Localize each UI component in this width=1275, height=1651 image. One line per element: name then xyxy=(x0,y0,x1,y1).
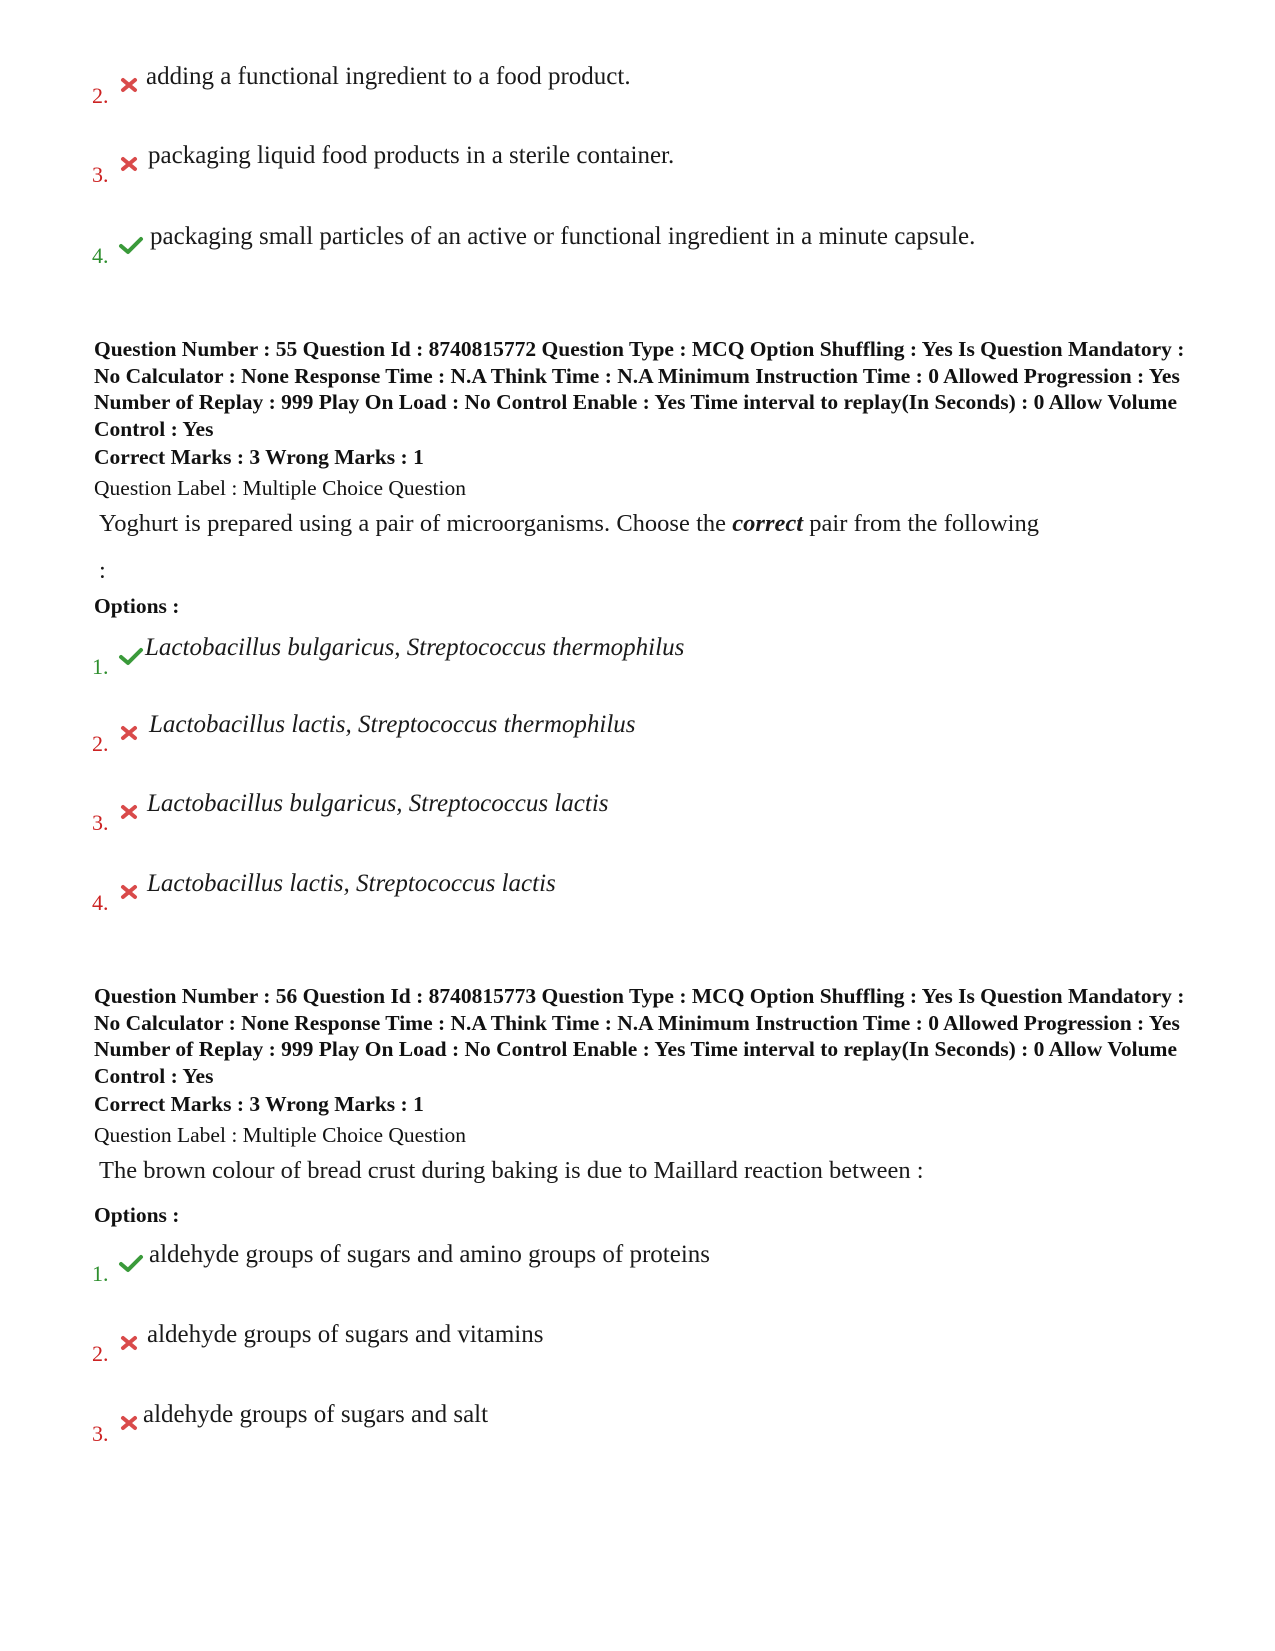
options-label: Options : xyxy=(94,1203,180,1227)
question-meta: Question Number : 56 Question Id : 8740815773 Question Type : MCQ Option Shuffling : Yes Is Question Mandatory : No Calculator : None Response Time : N.A Think Time : N.A Minimum Instruction Time : 0 Allowed Progression : Yes Number of Replay : 999 Play On Load : No Control Enable : Yes Time interval to replay(In Seconds) : 0 Allow Volume Control : Yes xyxy=(94,984,1185,1088)
option-number: 3. xyxy=(92,810,109,835)
question-label: Question Label : Multiple Choice Question xyxy=(94,1123,467,1147)
option-text: aldehyde groups of sugars and amino groups of proteins xyxy=(149,1241,710,1268)
option-number: 1. xyxy=(92,1261,109,1286)
option-row xyxy=(0,62,1275,122)
option-row xyxy=(0,869,1275,929)
wrong-cross-icon xyxy=(118,801,140,823)
option-row xyxy=(0,141,1275,201)
correct-check-icon xyxy=(118,234,144,256)
option-row xyxy=(0,789,1275,849)
option-text: Lactobacillus lactis, Streptococcus lactis xyxy=(147,870,556,897)
option-number: 3. xyxy=(92,1421,109,1446)
question-text-start: Yoghurt is prepared using a pair of microorganisms. Choose the xyxy=(99,510,733,537)
question-text-end: pair from the following : xyxy=(99,510,1039,584)
wrong-cross-icon xyxy=(118,153,140,175)
option-text: packaging liquid food products in a sterile container. xyxy=(148,142,675,169)
option-text: aldehyde groups of sugars and vitamins xyxy=(147,1321,544,1348)
option-text: Lactobacillus bulgaricus, Streptococcus thermophilus xyxy=(145,634,685,661)
option-number: 1. xyxy=(92,654,109,679)
correct-check-icon xyxy=(118,645,144,667)
option-text: Lactobacillus bulgaricus, Streptococcus lactis xyxy=(147,790,609,817)
option-row xyxy=(0,1400,1275,1460)
wrong-cross-icon xyxy=(118,1332,140,1354)
options-label: Options : xyxy=(94,594,180,618)
option-text: adding a functional ingredient to a food product. xyxy=(146,63,631,90)
wrong-cross-icon xyxy=(118,74,140,96)
option-row xyxy=(0,710,1275,770)
option-row xyxy=(0,1240,1275,1300)
option-text: packaging small particles of an active or functional ingredient in a minute capsule. xyxy=(150,223,976,250)
option-text: Lactobacillus lactis, Streptococcus thermophilus xyxy=(149,711,636,738)
option-number: 2. xyxy=(92,83,109,108)
question-text-emphasis: correct xyxy=(732,510,804,537)
option-number: 4. xyxy=(92,890,109,915)
question-marks: Correct Marks : 3 Wrong Marks : 1 xyxy=(94,445,424,469)
option-number: 2. xyxy=(92,731,109,756)
wrong-cross-icon xyxy=(118,881,140,903)
option-number: 2. xyxy=(92,1341,109,1366)
wrong-cross-icon xyxy=(118,1412,140,1434)
option-text: aldehyde groups of sugars and salt xyxy=(143,1401,489,1428)
option-row xyxy=(0,633,1275,693)
wrong-cross-icon xyxy=(118,722,140,744)
question-text: The brown colour of bread crust during baking is due to Maillard reaction between : xyxy=(99,1157,924,1184)
option-number: 3. xyxy=(92,162,109,187)
question-meta: Question Number : 55 Question Id : 8740815772 Question Type : MCQ Option Shuffling : Yes Is Question Mandatory : No Calculator : None Response Time : N.A Think Time : N.A Minimum Instruction Time : 0 Allowed Progression : Yes Number of Replay : 999 Play On Load : No Control Enable : Yes Time interval to replay(In Seconds) : 0 Allow Volume Control : Yes xyxy=(94,337,1185,441)
question-text xyxy=(99,500,1039,594)
correct-check-icon xyxy=(118,1252,144,1274)
question-label: Question Label : Multiple Choice Question xyxy=(94,476,467,500)
option-row xyxy=(0,222,1275,282)
option-number: 4. xyxy=(92,243,109,268)
question-marks: Correct Marks : 3 Wrong Marks : 1 xyxy=(94,1092,424,1116)
option-row xyxy=(0,1320,1275,1380)
